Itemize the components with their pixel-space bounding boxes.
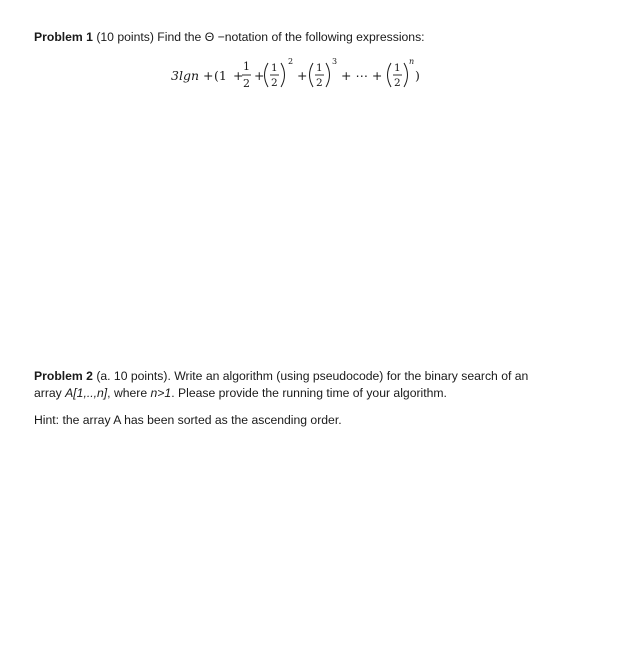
formula <box>0 54 618 100</box>
problem-1-heading: Problem 1 <box>34 30 93 44</box>
power-3-exponent: 3 <box>332 57 338 66</box>
left-paren <box>310 63 314 87</box>
left-paren <box>265 63 269 87</box>
power-3-numerator: 1 <box>316 62 323 74</box>
power-n-exponent: n <box>409 57 415 66</box>
power-2-exponent: 2 <box>288 57 294 66</box>
problem-2-condition: n>1 <box>150 386 172 400</box>
problem-2-heading: Problem 2 <box>34 369 93 383</box>
formula-plus-1: + <box>203 68 214 83</box>
power-2-numerator: 1 <box>271 62 278 74</box>
power-n-denominator: 2 <box>394 77 401 89</box>
formula-close: ) <box>415 68 420 83</box>
problem-2-line-1 <box>34 368 528 385</box>
problem-2-text-array-prefix: array <box>34 386 66 400</box>
left-paren <box>388 63 392 87</box>
power-2-denominator: 2 <box>271 77 278 89</box>
problem-2-line-2 <box>34 385 447 402</box>
right-paren <box>326 63 330 87</box>
right-paren <box>404 63 408 87</box>
formula-term-3lgn: 3lgn <box>171 68 200 83</box>
formula-dots: + ⋯ + <box>341 68 383 83</box>
problem-2-text-where: , where <box>107 386 151 400</box>
formula-open-one: (1 <box>214 68 227 83</box>
fraction-denominator: 2 <box>243 77 250 90</box>
fraction-numerator: 1 <box>243 60 250 73</box>
power-term-n <box>388 57 415 89</box>
formula-plus-2: + <box>233 68 244 83</box>
power-n-numerator: 1 <box>394 62 401 74</box>
power-term-3 <box>310 57 338 89</box>
power-3-denominator: 2 <box>316 77 323 89</box>
right-paren <box>281 63 285 87</box>
problem-2-text-running-time: . Please provide the running time of your algorithm. <box>171 386 447 400</box>
formula-svg <box>0 54 618 100</box>
problem-2-text-line-1: (a. 10 points). Write an algorithm (using pseudocode) for the binary search of an <box>92 369 529 383</box>
formula-plus-3: + <box>254 68 265 83</box>
power-term-2 <box>265 57 294 89</box>
problem-2-array-notation: A[1,..,n] <box>65 386 108 400</box>
formula-plus-4: + <box>297 68 308 83</box>
problem-1-text: (10 points) Find the Θ −notation of the following expressions: <box>92 30 425 44</box>
problem-1-statement <box>34 29 425 46</box>
hint-text: Hint: the array A has been sorted as the ascending order. <box>34 413 342 427</box>
